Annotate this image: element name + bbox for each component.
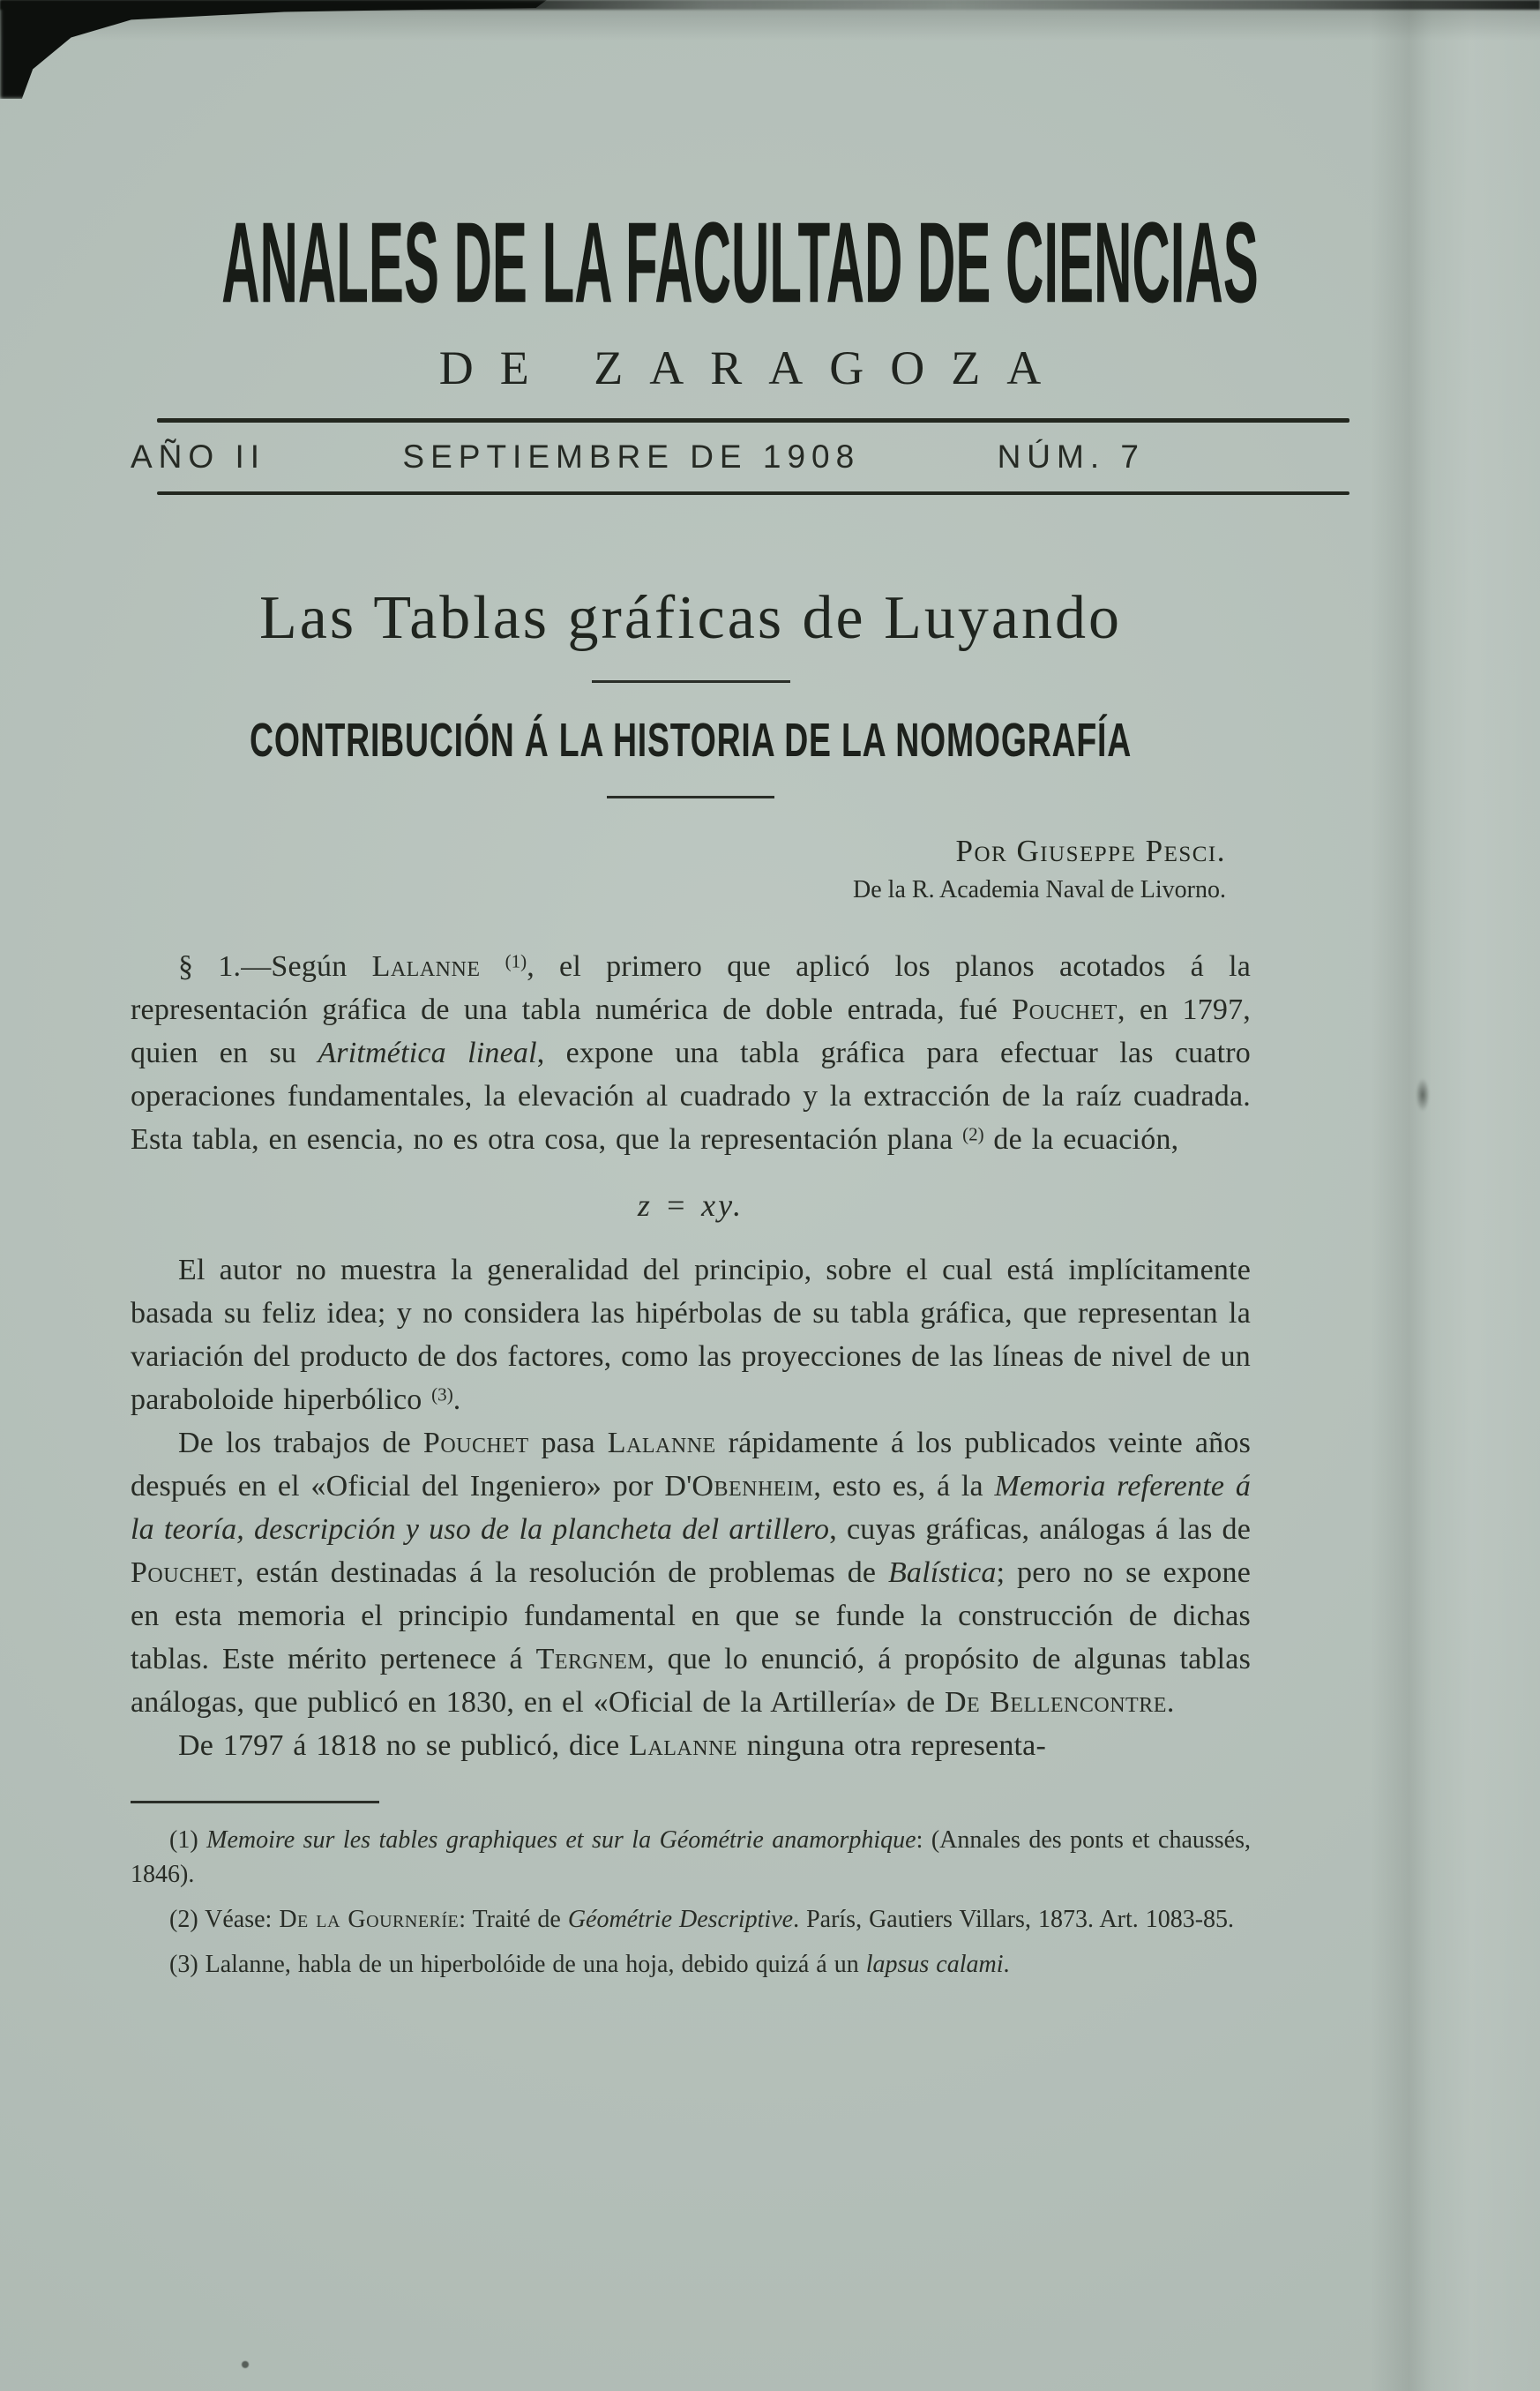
article	[131, 583, 1251, 1982]
article-title-rule	[592, 680, 790, 683]
byline-affiliation: De la R. Academia Naval de Livorno.	[853, 876, 1226, 903]
article-subtitle-rule	[607, 796, 774, 798]
scan-mark-right	[1416, 1078, 1430, 1112]
footnote-1: (1) Memoire sur les tables graphiques et sur la Géométrie anamorphique: (Annales des ponts et chaussés, 1846).	[131, 1826, 1251, 1888]
footnotes	[131, 1801, 1251, 1982]
issue-year: AÑO II	[131, 438, 266, 475]
issue-number: NÚM. 7	[997, 438, 1145, 475]
body-paragraph-3: De los trabajos de Pouchet pasa Lalanne rápidamente á los publicados veinte años después en el «Oficial del Ingeniero» por D'Obenheim, esto es, á la Memoria referente á la teoría, descripción y uso de la plancheta del artillero, cuyas gráficas, análogas á las de Pouchet, están destinadas á la resolución de problemas de Balística; pero no se expone en esta memoria el principio fundamental en que se funde la construcción de dichas tablas. Este mérito pertenece á Tergnem, que lo enunció, á propósito de algunas tablas análogas, que publicó en 1830, en el «Oficial de la Artillería» de De Bellencontre.	[131, 1427, 1252, 1719]
article-title: Las Tablas gráficas de Luyando	[259, 584, 1122, 652]
scan-mark-bottom	[242, 2361, 249, 2368]
article-body	[131, 945, 1251, 1767]
masthead-rule-top	[157, 418, 1349, 423]
equation: z = xy.	[637, 1188, 744, 1223]
footnote-rule	[131, 1801, 379, 1803]
article-subtitle: CONTRIBUCIÓN Á LA HISTORIA DE LA NOMOGRAFÍA	[249, 714, 1133, 767]
body-paragraph-4: De 1797 á 1818 no se publicó, dice Lalanne ninguna otra representa-	[178, 1729, 1046, 1762]
byline	[131, 834, 1251, 904]
journal-title: ANALES DE LA FACULTAD DE CIENCIAS	[221, 199, 1259, 327]
page-content	[131, 0, 1349, 1982]
body-paragraph-2: El autor no muestra la generalidad del principio, sobre el cual está implícitamente basada su feliz idea; y no considera las hipérbolas de su tabla gráfica, que representan la variación del producto de dos factores, como las proyecciones de las líneas de nivel de un paraboloide hiperbólico $^{(3)}$.	[131, 1254, 1251, 1416]
footnote-3: (3) Lalanne, habla de un hiperbolóide de una hoja, debido quizá á un lapsus calami.	[169, 1951, 1010, 1978]
journal-location: DE ZARAGOZA	[438, 341, 1068, 394]
footnote-2: (2) Véase: De la Gourneríe: Traité de Géométrie Descriptive. París, Gautiers Villars, 1873. Art. 1083-85.	[169, 1906, 1235, 1933]
issue-date: SEPTIEMBRE DE 1908	[402, 438, 861, 475]
masthead-rule-bottom	[157, 491, 1349, 495]
byline-author: Por Giuseppe Pesci.	[955, 834, 1226, 868]
masthead	[131, 0, 1349, 495]
body-paragraph-1: § 1.—Según Lalanne $^{(1)}$, el primero que aplicó los planos acotados á la representación gráfica de una tabla numérica de doble entrada, fué Pouchet, en 1797, quien en su Aritmética lineal, expone una tabla gráfica para efectuar las cuatro operaciones fundamentales, la elevación al cuadrado y la extracción de la raíz cuadrada. Esta tabla, en esencia, no es otra cosa, que la representación plana $^{(2)}$ de la ecuación,	[131, 950, 1252, 1156]
issue-info-row	[131, 437, 1349, 477]
